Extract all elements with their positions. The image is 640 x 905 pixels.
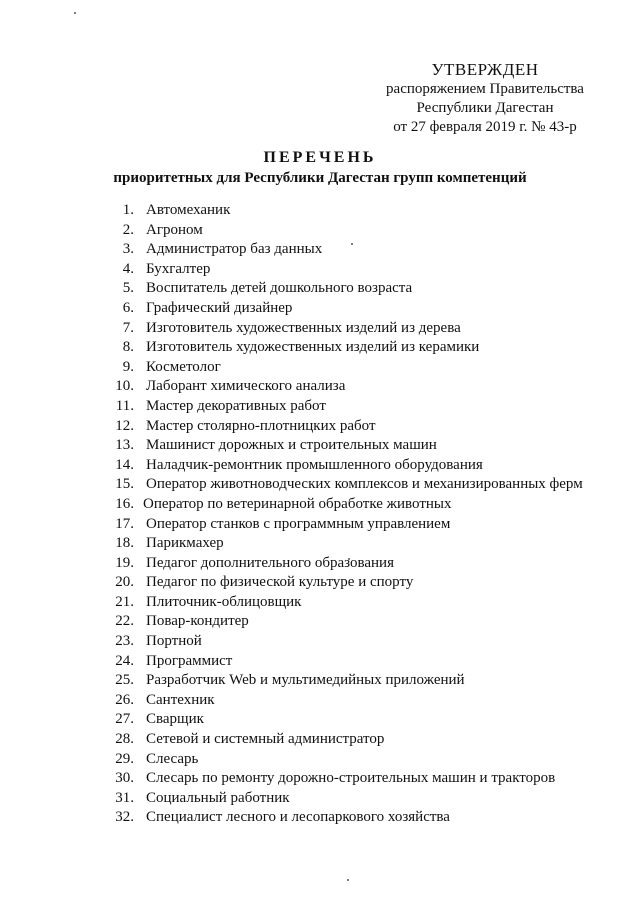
list-item-number: 7. xyxy=(122,319,134,336)
list-item-number: 27. xyxy=(115,711,134,728)
list-item-name: Специалист лесного и лесопаркового хозяйства xyxy=(146,809,450,826)
list-item xyxy=(0,612,640,632)
list-item xyxy=(0,436,640,456)
list-item-name: Мастер декоративных работ xyxy=(146,397,326,414)
list-item-name: Наладчик-ремонтник промышленного оборудования xyxy=(146,456,483,473)
list-item-number: 32. xyxy=(115,809,134,826)
document-title: ПЕРЕЧЕНЬ xyxy=(263,149,377,166)
list-item-name: Педагог по физической культуре и спорту xyxy=(146,574,414,591)
list-item-number: 18. xyxy=(115,535,134,552)
list-item-number: 31. xyxy=(115,789,134,806)
list-item-number: 10. xyxy=(115,378,134,395)
list-item-name: Слесарь по ремонту дорожно-строительных машин и тракторов xyxy=(146,770,556,787)
list-item xyxy=(0,377,640,397)
competency-list xyxy=(0,201,640,828)
list-item-name: Автомеханик xyxy=(146,202,231,218)
list-item-name: Сварщик xyxy=(146,711,204,728)
list-item xyxy=(0,221,640,241)
list-item-number: 16. xyxy=(115,495,134,512)
list-item-name: Оператор по ветеринарной обработке животных xyxy=(143,495,452,512)
list-item xyxy=(0,808,640,828)
list-item xyxy=(0,319,640,339)
list-item xyxy=(0,750,640,770)
list-item-number: 14. xyxy=(115,456,134,473)
list-item xyxy=(0,652,640,672)
list-item xyxy=(0,710,640,730)
list-item xyxy=(0,632,640,652)
list-item-name: Воспитатель детей дошкольного возраста xyxy=(146,280,413,297)
list-item-name: Сетевой и системный администратор xyxy=(146,731,385,748)
approval-stamp xyxy=(370,60,600,137)
scan-speck xyxy=(347,879,349,881)
list-item-name: Графический дизайнер xyxy=(146,299,293,316)
list-item xyxy=(0,358,640,378)
list-item-number: 2. xyxy=(122,221,134,238)
list-item xyxy=(0,515,640,535)
list-item-number: 26. xyxy=(115,691,134,708)
list-item-number: 20. xyxy=(115,574,134,591)
list-item-number: 23. xyxy=(115,633,134,650)
approval-region: Республики Дагестан xyxy=(416,100,554,116)
list-item xyxy=(0,495,640,515)
list-item-number: 17. xyxy=(115,515,134,532)
approval-authority: распоряжением Правительства xyxy=(386,81,584,97)
approval-date-number: от 27 февраля 2019 г. № 43-р xyxy=(393,119,577,135)
list-item-name: Сантехник xyxy=(146,691,215,708)
list-item-name: Машинист дорожных и строительных машин xyxy=(146,437,437,454)
list-item xyxy=(0,240,640,260)
list-item-number: 9. xyxy=(122,358,134,375)
list-item-number: 21. xyxy=(115,593,134,610)
list-item xyxy=(0,573,640,593)
list-item-number: 5. xyxy=(122,280,134,297)
list-item-number: 3. xyxy=(122,241,134,258)
list-item-name: Изготовитель художественных изделий из дерева xyxy=(146,319,461,336)
list-item xyxy=(0,299,640,319)
list-item-number: 11. xyxy=(115,397,134,414)
list-item-name: Социальный работник xyxy=(146,789,290,806)
document-subtitle: приоритетных для Республики Дагестан групп компетенций xyxy=(113,170,527,186)
list-item-number: 29. xyxy=(115,750,134,767)
list-item xyxy=(0,279,640,299)
list-item-name: Бухгалтер xyxy=(146,260,211,277)
list-item xyxy=(0,593,640,613)
list-item xyxy=(0,554,640,574)
list-item xyxy=(0,730,640,750)
list-item xyxy=(0,789,640,809)
list-item-name: Лаборант химического анализа xyxy=(146,378,346,395)
list-item-name: Мастер столярно-плотницких работ xyxy=(146,417,376,434)
list-item-name: Плиточник-облицовщик xyxy=(146,593,302,610)
list-item-name: Педагог дополнительного образования xyxy=(146,554,394,571)
list-item-name: Администратор баз данных xyxy=(146,241,323,258)
list-item xyxy=(0,769,640,789)
list-item xyxy=(0,475,640,495)
list-item xyxy=(0,456,640,476)
list-item-number: 8. xyxy=(122,339,134,356)
list-item xyxy=(0,397,640,417)
list-item-number: 13. xyxy=(115,437,134,454)
list-item xyxy=(0,417,640,437)
list-item-number: 15. xyxy=(115,476,134,493)
list-item-name: Парикмахер xyxy=(146,535,224,552)
list-item-number: 19. xyxy=(115,554,134,571)
list-item-name: Оператор станков с программным управлением xyxy=(146,515,451,532)
list-item xyxy=(0,671,640,691)
list-item-number: 6. xyxy=(122,299,134,316)
scan-speck xyxy=(74,12,76,14)
list-item-number: 1. xyxy=(122,202,134,218)
list-item-number: 12. xyxy=(115,417,134,434)
list-item-number: 25. xyxy=(115,672,134,689)
approval-title: УТВЕРЖДЕН xyxy=(431,60,539,79)
list-item-number: 4. xyxy=(122,260,134,277)
list-item xyxy=(0,534,640,554)
list-item-name: Повар-кондитер xyxy=(146,613,249,630)
list-item-name: Агроном xyxy=(146,221,203,238)
list-item-number: 30. xyxy=(115,770,134,787)
list-item-name: Разработчик Web и мультимедийных приложений xyxy=(146,672,465,689)
list-item xyxy=(0,201,640,221)
list-item-name: Оператор животноводческих комплексов и механизированных ферм xyxy=(146,476,583,493)
list-item-number: 28. xyxy=(115,731,134,748)
list-item-name: Программист xyxy=(146,652,233,669)
list-item-name: Портной xyxy=(146,633,202,650)
list-item-number: 22. xyxy=(115,613,134,630)
list-item xyxy=(0,338,640,358)
list-item-name: Косметолог xyxy=(146,358,221,375)
list-item xyxy=(0,260,640,280)
list-item-number: 24. xyxy=(115,652,134,669)
list-item-name: Изготовитель художественных изделий из керамики xyxy=(146,339,480,356)
list-item-name: Слесарь xyxy=(146,750,199,767)
list-item xyxy=(0,691,640,711)
